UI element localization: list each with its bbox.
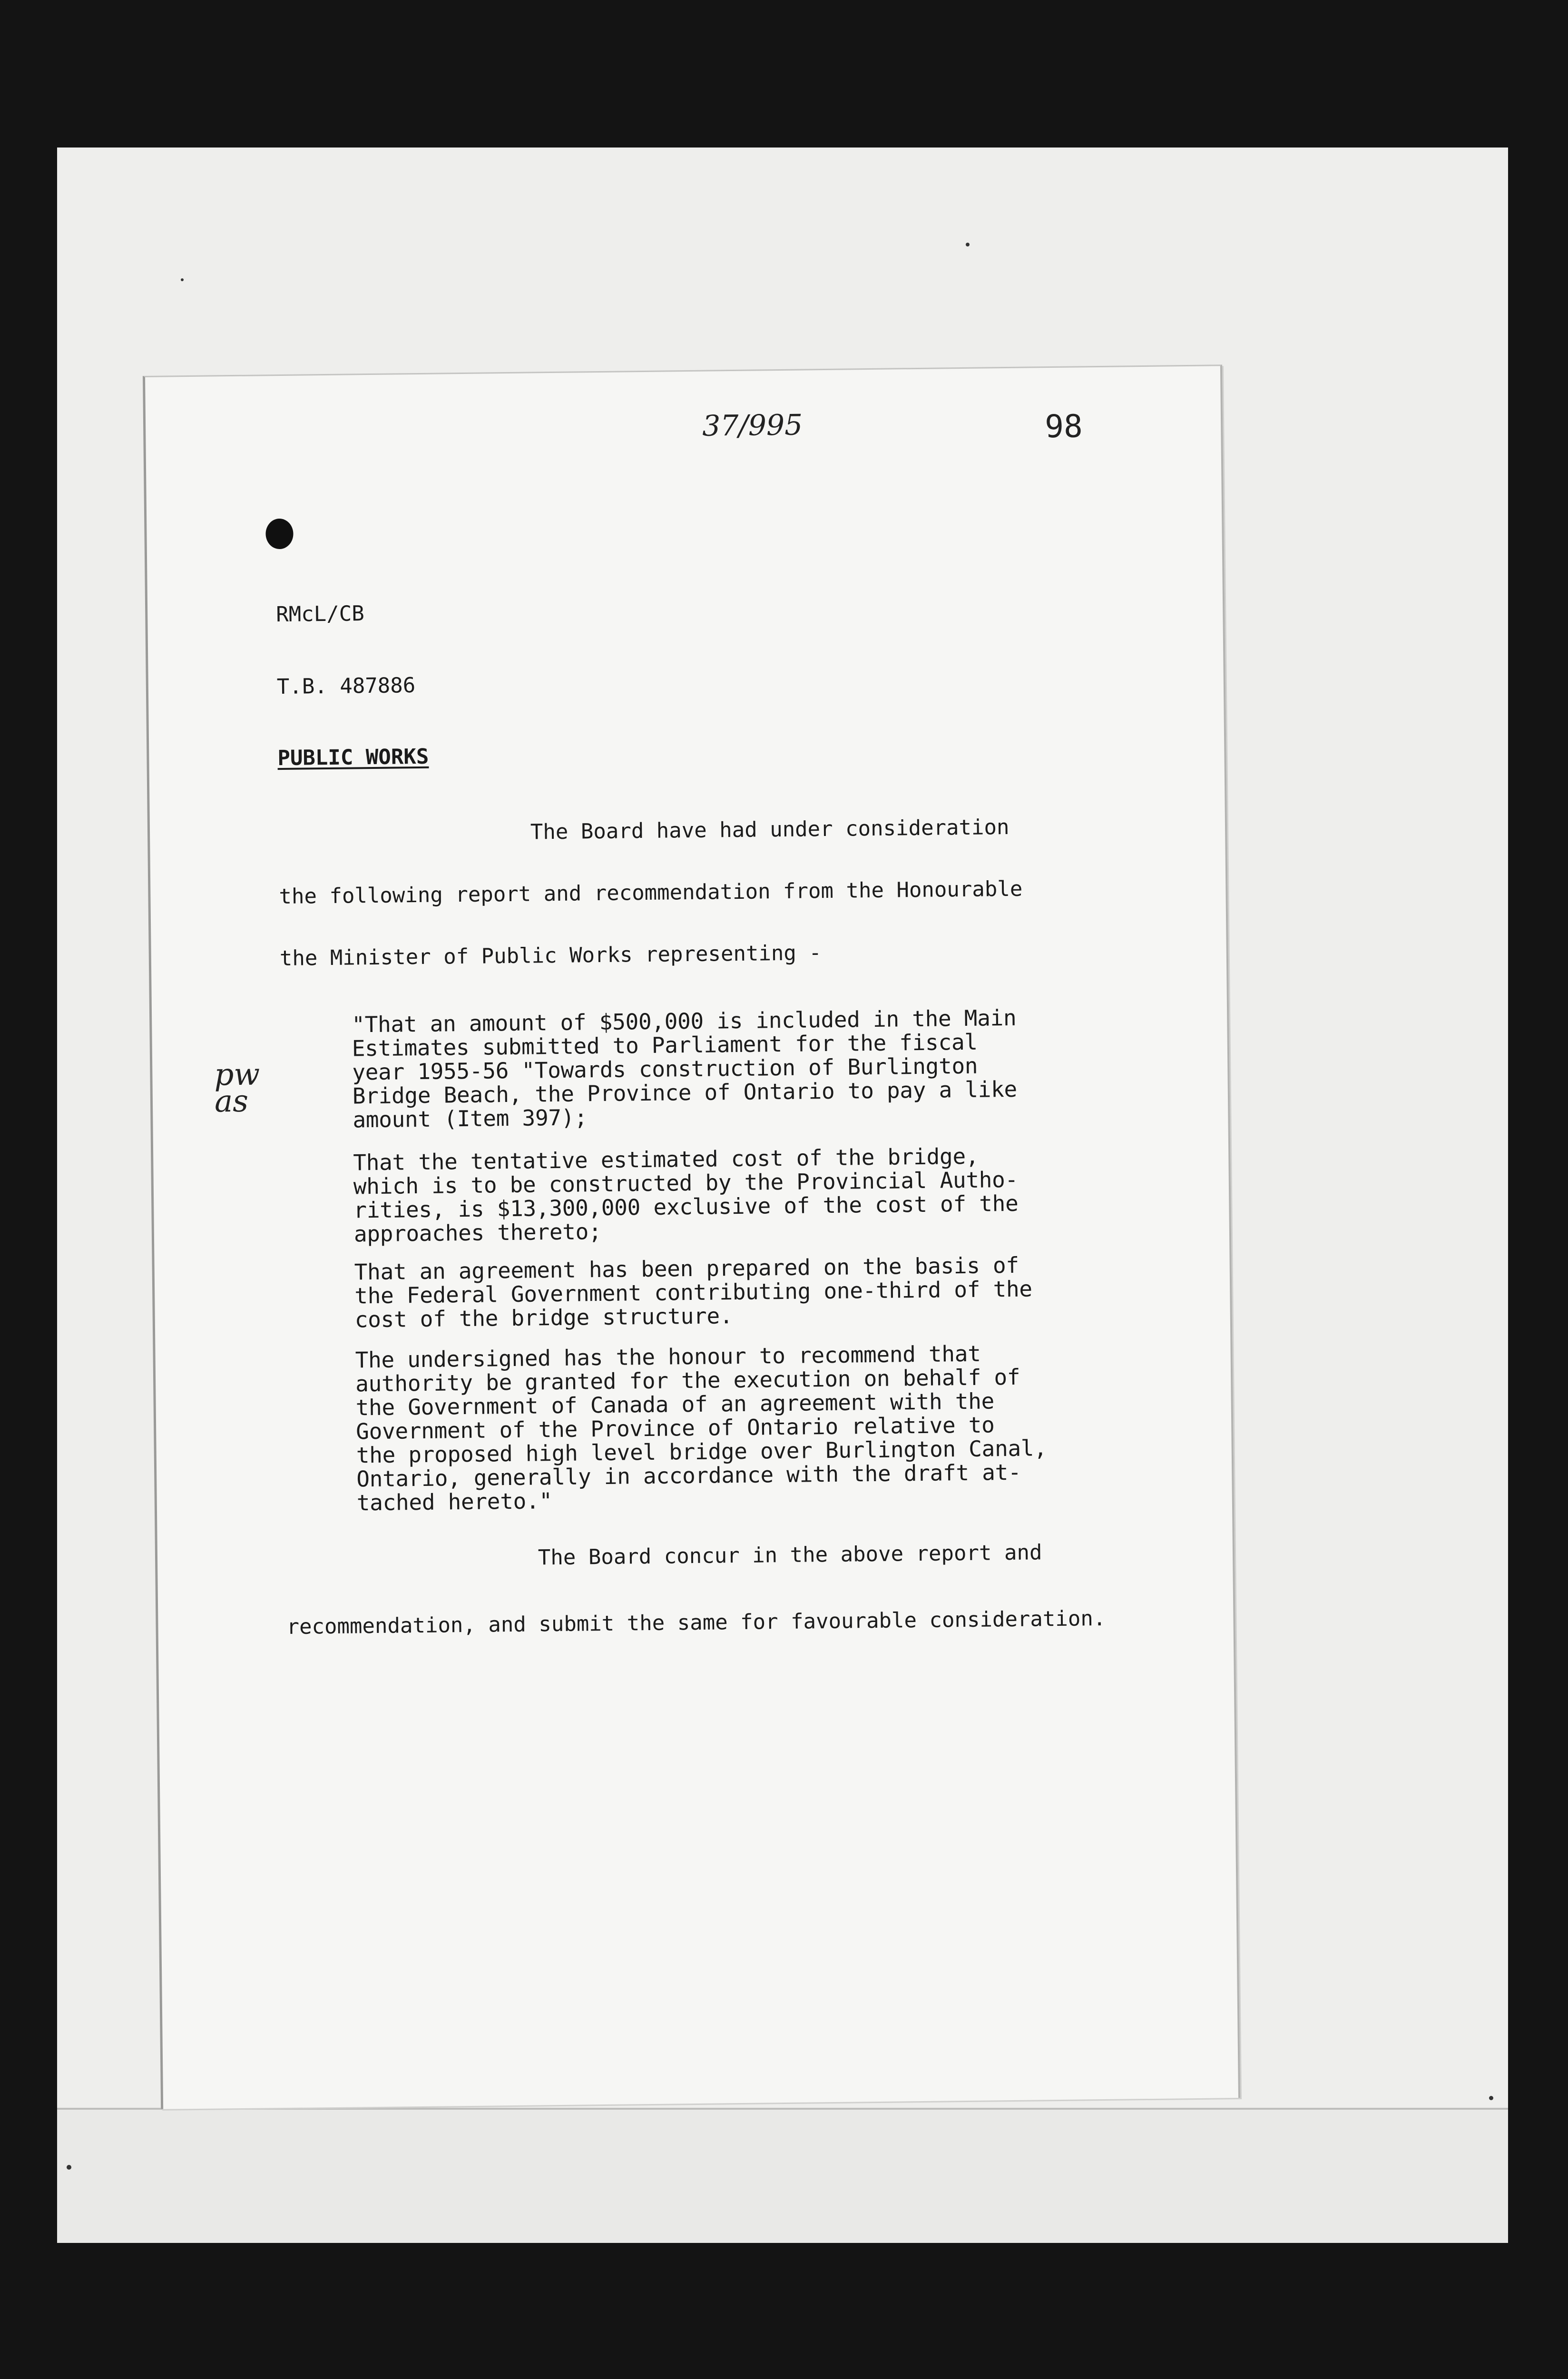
quote-line: cost of the bridge structure.: [354, 1303, 733, 1333]
intro-line: the Minister of Public Works representing -: [279, 941, 822, 971]
conclusion-line: recommendation, and submit the same for favourable consideration.: [286, 1606, 1106, 1639]
margin-initial: pw: [214, 1057, 260, 1093]
quoted-paragraph: [354, 1253, 1032, 1332]
quote-line: Estimates submitted to Parliament for the fiscal: [352, 1029, 978, 1062]
quote-line: Ontario, generally in accordance with the draft at-: [356, 1459, 1021, 1492]
quote-line: That an agreement has been prepared on the basis of: [354, 1252, 1019, 1285]
quote-line: That the tentative estimated cost of the bridge,: [353, 1143, 979, 1176]
quote-line: which is to be constructed by the Provincial Autho-: [353, 1166, 1019, 1199]
intro-line: the following report and recommendation from the Honourable: [279, 876, 1023, 909]
quote-line: authority be granted for the execution on behalf of: [355, 1364, 1020, 1397]
quoted-paragraph: [355, 1341, 1047, 1514]
treasury-board-number: T.B. 487886: [276, 673, 416, 699]
quote-line: Government of the Province of Ontario relative to: [355, 1412, 995, 1445]
quote-line: Bridge Beach, the Province of Ontario to pay a like: [352, 1076, 1018, 1109]
margin-initials: [214, 1057, 260, 1120]
intro-paragraph: [278, 796, 1023, 990]
quote-line: year 1955-56 "Towards construction of Burlington: [352, 1052, 978, 1085]
quote-line: "That an amount of $500,000 is included in the Main: [352, 1004, 1017, 1038]
dust-speck: [1489, 2096, 1493, 2100]
archive-number: 37/995: [702, 408, 803, 443]
conclusion-line: The Board concur in the above report and: [285, 1540, 1042, 1573]
section-heading: PUBLIC WORKS: [277, 744, 429, 771]
quote-line: approaches thereto;: [353, 1219, 602, 1247]
quote-line: The undersigned has the honour to recommend that: [355, 1340, 981, 1373]
quote-line: rities, is $13,300,000 exclusive of the cost of the: [353, 1190, 1019, 1223]
dust-speck: [966, 243, 970, 246]
backing-sheet-lower: [57, 2108, 1508, 2243]
conclusion-paragraph: [285, 1519, 1106, 1661]
quote-line: amount (Item 397);: [353, 1104, 588, 1133]
intro-line: The Board have had under consideration: [278, 815, 1009, 847]
margin-initial: as: [214, 1083, 249, 1120]
reference-initials: RMcL/CB: [276, 601, 364, 627]
dust-speck: [67, 2165, 71, 2170]
quoted-paragraph: [353, 1144, 1019, 1246]
quote-line: the Federal Government contributing one-third of the: [354, 1276, 1032, 1309]
page-number: 98: [1044, 408, 1083, 445]
quoted-paragraph: [352, 1006, 1018, 1132]
quote-line: the Government of Canada of an agreement with the: [355, 1388, 995, 1421]
quote-line: the proposed high level bridge over Burlington Canal,: [356, 1435, 1047, 1468]
punch-hole: [265, 519, 294, 550]
dust-speck: [181, 278, 184, 281]
quote-line: tached hereto.": [356, 1488, 553, 1516]
memo-page: [143, 364, 1240, 2109]
